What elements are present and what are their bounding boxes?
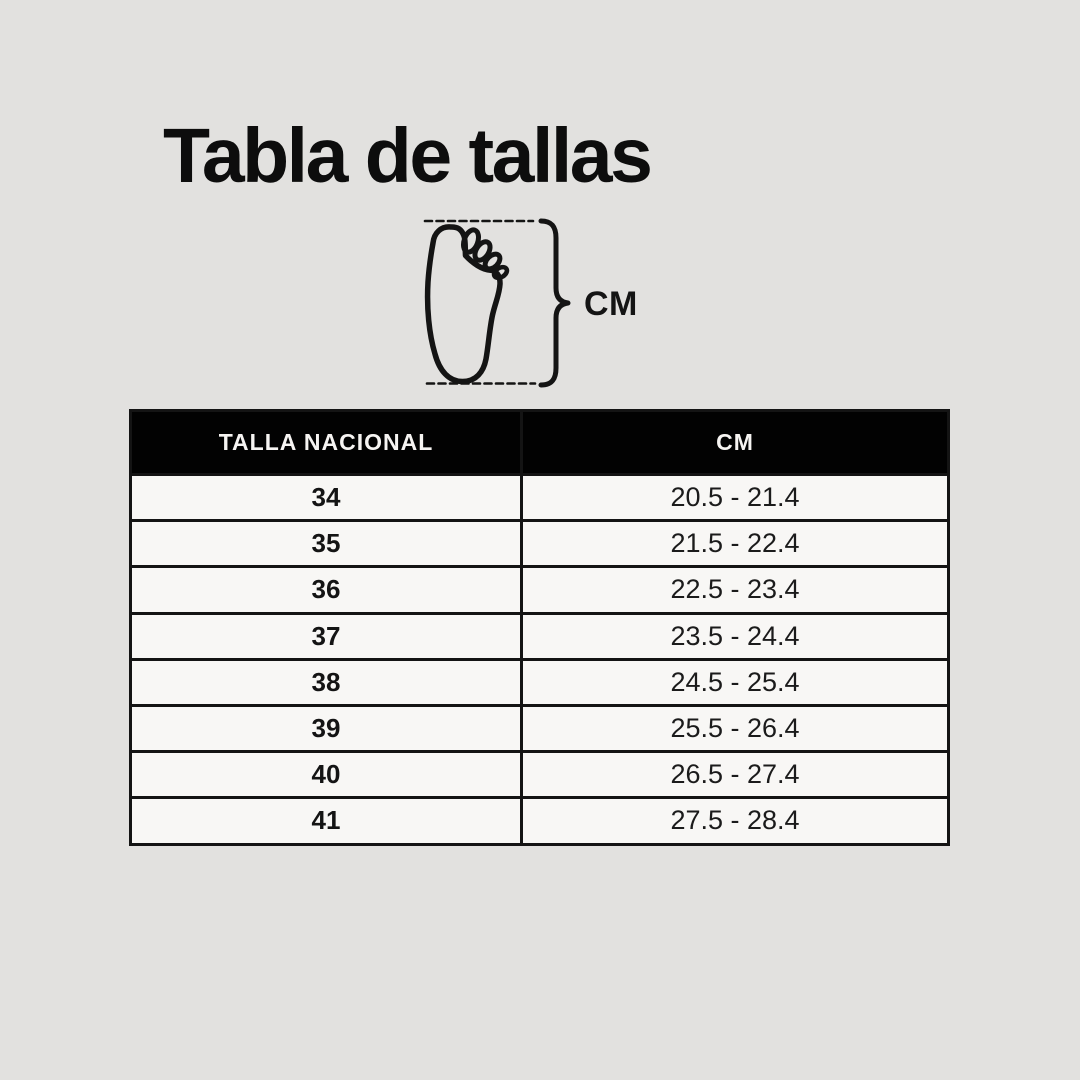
- size-cell: 41: [131, 798, 522, 844]
- size-cell: 36: [131, 567, 522, 613]
- header-cm: CM: [522, 411, 949, 475]
- cm-range-cell: 24.5 - 25.4: [522, 659, 949, 705]
- header-talla-nacional: TALLA NACIONAL: [131, 411, 522, 475]
- cm-measure-label: CM: [584, 285, 638, 323]
- cm-range-cell: 23.5 - 24.4: [522, 613, 949, 659]
- table-row: [131, 705, 949, 751]
- cm-range-cell: 25.5 - 26.4: [522, 705, 949, 751]
- table-row: [131, 567, 949, 613]
- cm-range-cell: 21.5 - 22.4: [522, 521, 949, 567]
- table-row: [131, 613, 949, 659]
- size-cell: 38: [131, 659, 522, 705]
- table-row: [131, 752, 949, 798]
- cm-range-cell: 27.5 - 28.4: [522, 798, 949, 844]
- size-cell: 40: [131, 752, 522, 798]
- size-cell: 34: [131, 475, 522, 521]
- table-header-row: [131, 411, 949, 475]
- cm-range-cell: 26.5 - 27.4: [522, 752, 949, 798]
- cm-range-cell: 20.5 - 21.4: [522, 475, 949, 521]
- size-cell: 37: [131, 613, 522, 659]
- curly-brace-icon: [541, 221, 568, 385]
- page-title: Tabla de tallas: [163, 113, 651, 199]
- table-row: [131, 521, 949, 567]
- table-row: [131, 659, 949, 705]
- cm-range-cell: 22.5 - 23.4: [522, 567, 949, 613]
- size-table: [129, 409, 950, 846]
- table-row: [131, 798, 949, 844]
- size-cell: 35: [131, 521, 522, 567]
- size-cell: 39: [131, 705, 522, 751]
- table-row: [131, 475, 949, 521]
- foot-measure-diagram: [420, 210, 580, 396]
